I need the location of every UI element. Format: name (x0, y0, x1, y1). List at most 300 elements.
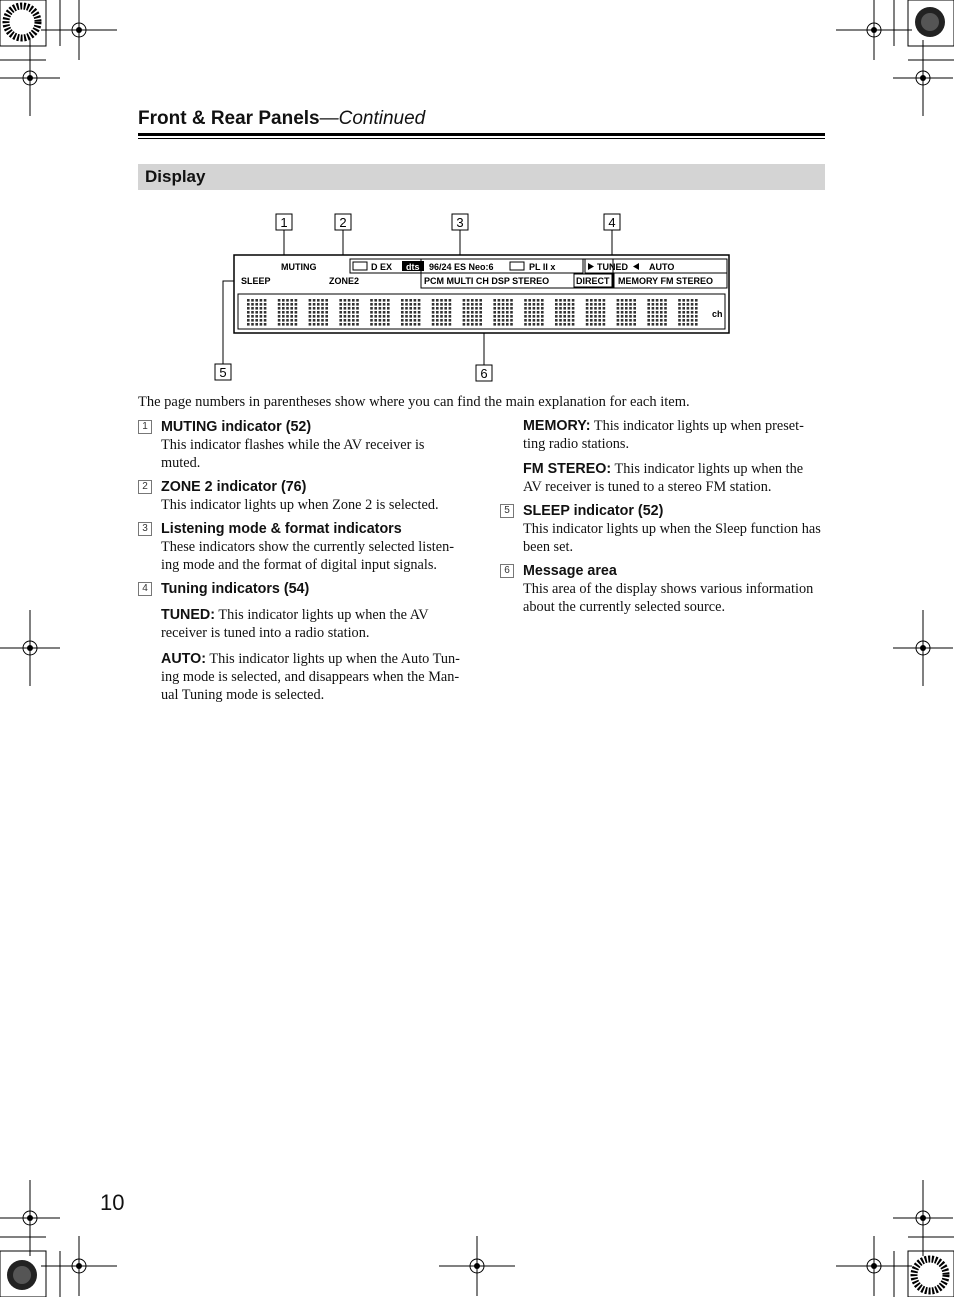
pl-label: PL II x (529, 262, 556, 272)
display-dot (687, 315, 690, 318)
display-dot (251, 319, 254, 322)
display-dot (541, 323, 544, 326)
display-dot (533, 311, 536, 314)
display-dot (475, 315, 478, 318)
display-dot (432, 315, 435, 318)
display-dot (290, 307, 293, 310)
item-line: muted. (161, 455, 201, 471)
display-dot (598, 315, 601, 318)
display-dot (493, 323, 496, 326)
display-dot (278, 315, 281, 318)
display-dot (264, 319, 267, 322)
display-dot (444, 319, 447, 322)
display-dot (695, 315, 698, 318)
display-dot (348, 319, 351, 322)
display-dot (325, 311, 328, 314)
display-dot (471, 299, 474, 302)
display-dot (348, 299, 351, 302)
display-dot (572, 311, 575, 314)
display-dot (652, 319, 655, 322)
left-column (138, 418, 468, 704)
display-dot (537, 315, 540, 318)
display-dot (432, 319, 435, 322)
display-dot (286, 303, 289, 306)
display-dot (282, 323, 285, 326)
display-dot (691, 307, 694, 310)
display-dot (467, 303, 470, 306)
display-dot (295, 299, 298, 302)
display-dot (374, 323, 377, 326)
display-dot (541, 299, 544, 302)
display-dot (255, 323, 258, 326)
display-dot (290, 303, 293, 306)
display-dot (498, 307, 501, 310)
display-dot (449, 307, 452, 310)
display-dot (339, 323, 342, 326)
display-dot (286, 311, 289, 314)
display-dot (528, 311, 531, 314)
display-dot (586, 323, 589, 326)
display-dot (356, 315, 359, 318)
display-dot (621, 307, 624, 310)
display-dot (251, 307, 254, 310)
display-dot (260, 303, 263, 306)
display-dot (251, 315, 254, 318)
display-dot (432, 311, 435, 314)
display-dot (278, 307, 281, 310)
display-dot (409, 299, 412, 302)
item-line: This indicator lights up when the Sleep function has (523, 521, 821, 537)
display-dot (603, 315, 606, 318)
display-dot (572, 303, 575, 306)
display-dot (247, 323, 250, 326)
item-title: Message area (523, 563, 617, 579)
display-dot (247, 311, 250, 314)
item-number: 5 (500, 504, 514, 518)
display-dot (463, 299, 466, 302)
display-dot (251, 323, 254, 326)
display-dot (510, 303, 513, 306)
display-dot (664, 303, 667, 306)
display-dot (463, 303, 466, 306)
display-dot (590, 299, 593, 302)
display-dot (617, 299, 620, 302)
item-number: 1 (138, 420, 152, 434)
memory-line: This indicator lights up when preset- (590, 418, 804, 434)
display-dot (370, 323, 373, 326)
display-dot (652, 311, 655, 314)
display-dot (405, 307, 408, 310)
display-dot (598, 311, 601, 314)
display-dot (568, 299, 571, 302)
display-dot (374, 299, 377, 302)
display-dot (383, 319, 386, 322)
display-dot (405, 315, 408, 318)
display-dot (255, 319, 258, 322)
display-dot (603, 303, 606, 306)
display-dot (660, 323, 663, 326)
display-dot (414, 319, 417, 322)
display-dot (313, 311, 316, 314)
display-dot (647, 319, 650, 322)
display-dot (664, 299, 667, 302)
display-dot (471, 315, 474, 318)
display-dot (379, 319, 382, 322)
display-dot (255, 311, 258, 314)
display-dot (317, 323, 320, 326)
display-dot (440, 315, 443, 318)
dex-label: D EX (371, 262, 393, 272)
display-dot (282, 311, 285, 314)
display-dot (559, 323, 562, 326)
display-dot (625, 315, 628, 318)
display-dot (286, 323, 289, 326)
display-dot (418, 315, 421, 318)
display-dot (278, 323, 281, 326)
display-dot (247, 303, 250, 306)
sleep-label: SLEEP (241, 276, 271, 286)
display-dot (625, 299, 628, 302)
display-dot (278, 303, 281, 306)
display-dot (463, 315, 466, 318)
display-dot (264, 311, 267, 314)
display-dot (321, 303, 324, 306)
display-dot (309, 315, 312, 318)
display-dot (563, 307, 566, 310)
display-dot (401, 323, 404, 326)
display-dot (572, 307, 575, 310)
display-dot (656, 303, 659, 306)
display-dot (691, 299, 694, 302)
display-dot (691, 311, 694, 314)
display-dot (598, 319, 601, 322)
display-dot (590, 311, 593, 314)
display-dot (414, 303, 417, 306)
display-dot (652, 299, 655, 302)
display-dot (475, 323, 478, 326)
display-dot (493, 307, 496, 310)
display-dot (695, 311, 698, 314)
display-dot (678, 299, 681, 302)
display-dot (247, 299, 250, 302)
display-dot (528, 323, 531, 326)
display-dot (695, 303, 698, 306)
display-dot (563, 303, 566, 306)
display-dot (691, 303, 694, 306)
display-dot (463, 319, 466, 322)
display-dot (295, 323, 298, 326)
display-dot (344, 311, 347, 314)
item-number: 2 (138, 480, 152, 494)
list-item (138, 478, 468, 514)
display-dot (678, 311, 681, 314)
display-dot (524, 319, 527, 322)
display-dot (409, 311, 412, 314)
display-dot (471, 319, 474, 322)
display-dot (563, 315, 566, 318)
display-dot (594, 315, 597, 318)
display-dot (594, 319, 597, 322)
display-dot (586, 307, 589, 310)
item-number: 3 (138, 522, 152, 536)
display-dot (309, 319, 312, 322)
ch-label: ch (712, 309, 723, 319)
display-dot (537, 323, 540, 326)
display-dot (449, 323, 452, 326)
display-dot (633, 315, 636, 318)
display-dot (678, 303, 681, 306)
display-dot (568, 315, 571, 318)
display-dot (339, 307, 342, 310)
callout-4 (604, 214, 620, 230)
display-dot (559, 315, 562, 318)
display-dot (387, 299, 390, 302)
display-dot (502, 311, 505, 314)
display-dot (383, 303, 386, 306)
display-dot (260, 311, 263, 314)
item-title: SLEEP indicator (52) (523, 503, 664, 519)
display-dot (370, 307, 373, 310)
header-continued: —Continued (319, 108, 426, 129)
display-dot (344, 319, 347, 322)
display-dot (621, 311, 624, 314)
display-dot (414, 323, 417, 326)
display-dot (295, 303, 298, 306)
display-dot (401, 307, 404, 310)
display-dot (247, 307, 250, 310)
item-line: These indicators show the currently selected listen- (161, 539, 454, 555)
svg-text:1: 1 (280, 215, 288, 230)
display-dot (295, 311, 298, 314)
display-dot (594, 299, 597, 302)
direct-label: DIRECT (576, 276, 610, 286)
display-dot (432, 303, 435, 306)
display-dot (449, 319, 452, 322)
display-dot (444, 315, 447, 318)
display-dot (290, 311, 293, 314)
display-dot (295, 315, 298, 318)
display-dot (629, 323, 632, 326)
display-dot (309, 303, 312, 306)
display-dot (374, 319, 377, 322)
display-dot (493, 303, 496, 306)
callout-5 (215, 364, 231, 380)
display-dot (467, 311, 470, 314)
display-dot (695, 307, 698, 310)
display-dot (339, 299, 342, 302)
display-dot (537, 299, 540, 302)
display-dot (260, 319, 263, 322)
item-line: ing mode and the format of digital input signals. (161, 557, 437, 573)
display-dot (510, 311, 513, 314)
display-dot (660, 303, 663, 306)
item-title: Tuning indicators (54) (161, 581, 310, 597)
display-dot (479, 311, 482, 314)
display-dot (479, 303, 482, 306)
display-dot (664, 319, 667, 322)
display-dot (325, 307, 328, 310)
display-dot (463, 307, 466, 310)
display-dot (313, 307, 316, 310)
item-number: 4 (138, 582, 152, 596)
display-dot (339, 315, 342, 318)
display-dot (356, 323, 359, 326)
display-dot (475, 299, 478, 302)
display-dot (687, 319, 690, 322)
display-dot (440, 299, 443, 302)
display-dot (282, 315, 285, 318)
display-dot (555, 315, 558, 318)
display-dot (401, 299, 404, 302)
display-dot (348, 323, 351, 326)
display-dot (374, 303, 377, 306)
display-dot (528, 307, 531, 310)
display-dot (656, 319, 659, 322)
display-dot (282, 299, 285, 302)
display-dot (533, 299, 536, 302)
display-dot (537, 311, 540, 314)
display-dot (370, 299, 373, 302)
display-dot (379, 311, 382, 314)
display-dot (317, 311, 320, 314)
auto-line: ual Tuning mode is selected. (161, 687, 325, 703)
display-dot (440, 303, 443, 306)
display-dot (563, 323, 566, 326)
display-dot (255, 307, 258, 310)
display-dot (682, 311, 685, 314)
display-dot (510, 319, 513, 322)
display-dot (555, 311, 558, 314)
svg-text:4: 4 (608, 215, 616, 230)
tuned-paragraph (138, 606, 468, 642)
display-dot (449, 303, 452, 306)
display-dot (325, 319, 328, 322)
muting-label: MUTING (281, 262, 317, 272)
display-dot (321, 307, 324, 310)
display-dot (568, 307, 571, 310)
item-number: 6 (500, 564, 514, 578)
display-dot (370, 315, 373, 318)
display-dot (409, 307, 412, 310)
display-dot (405, 323, 408, 326)
callout-6 (476, 365, 492, 381)
display-dot (418, 307, 421, 310)
display-dot (479, 299, 482, 302)
display-dot (678, 315, 681, 318)
display-dot (617, 323, 620, 326)
display-dot (348, 311, 351, 314)
display-dot (387, 307, 390, 310)
display-dot (444, 323, 447, 326)
display-dot (524, 299, 527, 302)
display-dot (586, 303, 589, 306)
display-dot (528, 299, 531, 302)
display-dot (695, 299, 698, 302)
display-dot (356, 311, 359, 314)
display-dot (286, 299, 289, 302)
list-item (138, 580, 468, 598)
display-dot (493, 299, 496, 302)
item-line: This indicator lights up when Zone 2 is selected. (161, 497, 439, 513)
display-dot (524, 315, 527, 318)
display-dot (352, 299, 355, 302)
display-dot (255, 299, 258, 302)
display-dot (418, 311, 421, 314)
display-dot (533, 323, 536, 326)
display-dot (590, 307, 593, 310)
display-dot (313, 323, 316, 326)
display-dot (348, 303, 351, 306)
display-dot (506, 303, 509, 306)
display-dot (290, 315, 293, 318)
display-dot (678, 307, 681, 310)
display-dot (647, 311, 650, 314)
display-dot (506, 323, 509, 326)
display-dot (321, 315, 324, 318)
display-dot (678, 319, 681, 322)
display-dot (475, 311, 478, 314)
display-dot (344, 307, 347, 310)
auto-paragraph (138, 650, 468, 704)
display-dot (660, 307, 663, 310)
display-dot (695, 319, 698, 322)
item-line: about the currently selected source. (523, 599, 726, 615)
display-dot (510, 307, 513, 310)
display-dot (555, 323, 558, 326)
display-dot (603, 307, 606, 310)
display-dot (401, 303, 404, 306)
display-dot (317, 319, 320, 322)
display-dot (383, 299, 386, 302)
display-dot (647, 299, 650, 302)
display-dot (541, 319, 544, 322)
display-dot (309, 307, 312, 310)
display-dot (282, 307, 285, 310)
display-dot (656, 307, 659, 310)
display-dot (617, 303, 620, 306)
display-dot (524, 303, 527, 306)
display-dot (286, 315, 289, 318)
display-dot (479, 315, 482, 318)
display-dot (687, 307, 690, 310)
display-dot (598, 299, 601, 302)
display-dot (255, 315, 258, 318)
display-dot (255, 303, 258, 306)
display-dot (502, 299, 505, 302)
display-dot (321, 311, 324, 314)
display-dot (405, 319, 408, 322)
display-dot (383, 315, 386, 318)
display-dot (479, 307, 482, 310)
display-dot (695, 323, 698, 326)
display-dot (313, 299, 316, 302)
display-dot (682, 299, 685, 302)
display-dot (418, 319, 421, 322)
display-dot (436, 323, 439, 326)
display-dot (594, 323, 597, 326)
display-dot (370, 319, 373, 322)
display-dot (379, 303, 382, 306)
display-dot (352, 311, 355, 314)
display-dot (418, 303, 421, 306)
display-dot (356, 307, 359, 310)
display-dot (247, 319, 250, 322)
display-dot (401, 315, 404, 318)
display-dot (356, 303, 359, 306)
display-dot (586, 315, 589, 318)
display-dot (559, 307, 562, 310)
display-dot (621, 303, 624, 306)
